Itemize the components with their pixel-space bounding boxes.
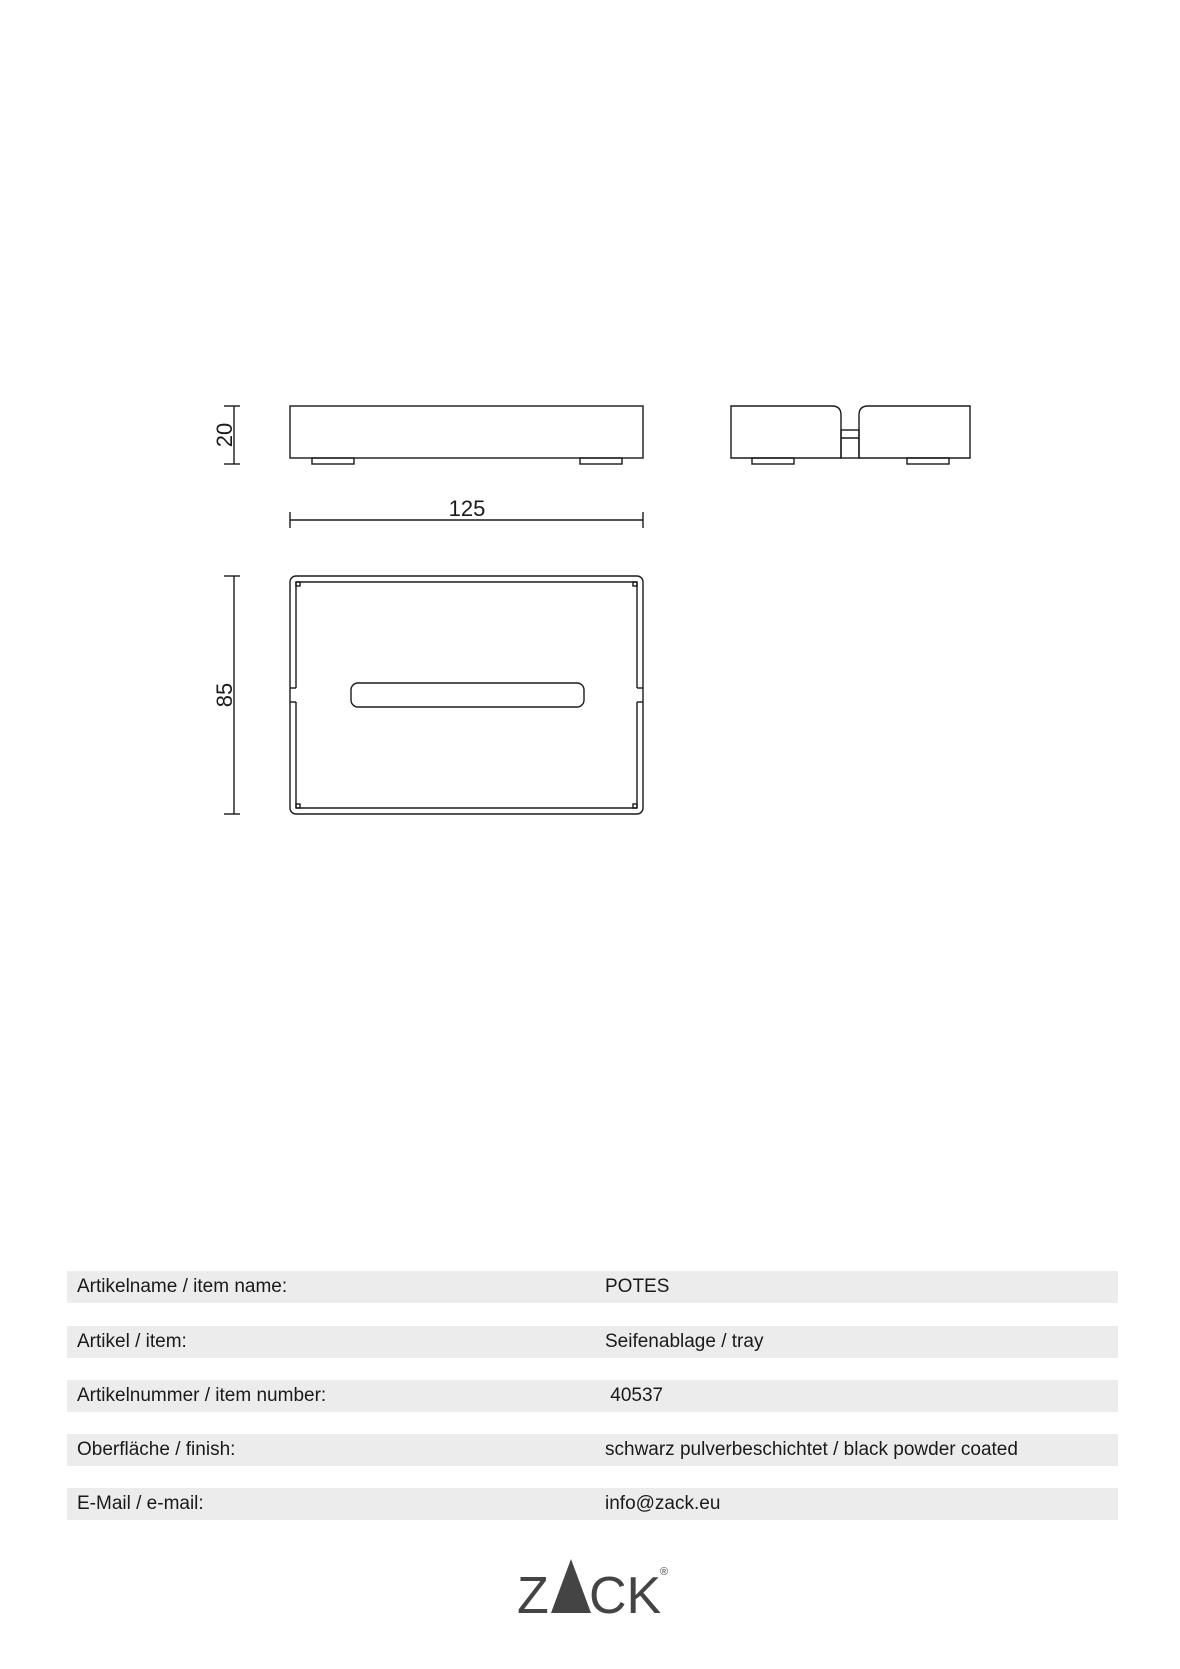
spec-row-email	[67, 1488, 1118, 1520]
logo-text-right: CK	[589, 1567, 662, 1625]
spec-row-finish	[67, 1434, 1118, 1466]
top-view-slot	[351, 683, 584, 707]
spec-row-item-number	[67, 1380, 1118, 1412]
depth-dimension-label: 85	[212, 682, 237, 708]
spec-value: info@zack.eu	[605, 1493, 721, 1514]
zack-logo	[515, 1555, 675, 1625]
width-dimension-label: 125	[448, 496, 486, 521]
end-view-left-half	[731, 406, 841, 458]
side-view	[290, 406, 643, 464]
spec-value: POTES	[605, 1276, 670, 1297]
width-dimension	[290, 496, 643, 528]
side-view-body	[290, 406, 643, 458]
spec-row-item	[67, 1326, 1118, 1358]
spec-label: Artikel / item:	[77, 1331, 187, 1352]
logo-text-left: Z	[517, 1567, 549, 1625]
height-dimension	[212, 406, 240, 464]
side-view-foot-left	[312, 458, 354, 464]
height-dimension-label: 20	[212, 422, 237, 448]
top-view	[290, 576, 643, 814]
depth-dimension	[212, 576, 240, 814]
spec-value: Seifenablage / tray	[605, 1331, 764, 1352]
top-view-outer	[290, 576, 643, 814]
spec-label: Artikelname / item name:	[77, 1276, 288, 1297]
side-view-foot-right	[580, 458, 622, 464]
end-view-bridge	[841, 430, 859, 458]
logo-registered-mark: ®	[660, 1566, 669, 1578]
spec-value: 40537	[605, 1385, 664, 1406]
end-view	[731, 406, 970, 464]
spec-label: Oberfläche / finish:	[77, 1439, 236, 1460]
spec-label: E-Mail / e-mail:	[77, 1493, 204, 1514]
end-view-right-half	[859, 406, 970, 458]
end-view-foot-left	[752, 458, 794, 464]
spec-label: Artikelnummer / item number:	[77, 1385, 327, 1406]
spec-row-item-name	[67, 1271, 1118, 1303]
spec-value: schwarz pulverbeschichtet / black powder coated	[605, 1439, 1018, 1460]
logo-triangle-icon	[551, 1559, 591, 1613]
end-view-foot-right	[907, 458, 949, 464]
